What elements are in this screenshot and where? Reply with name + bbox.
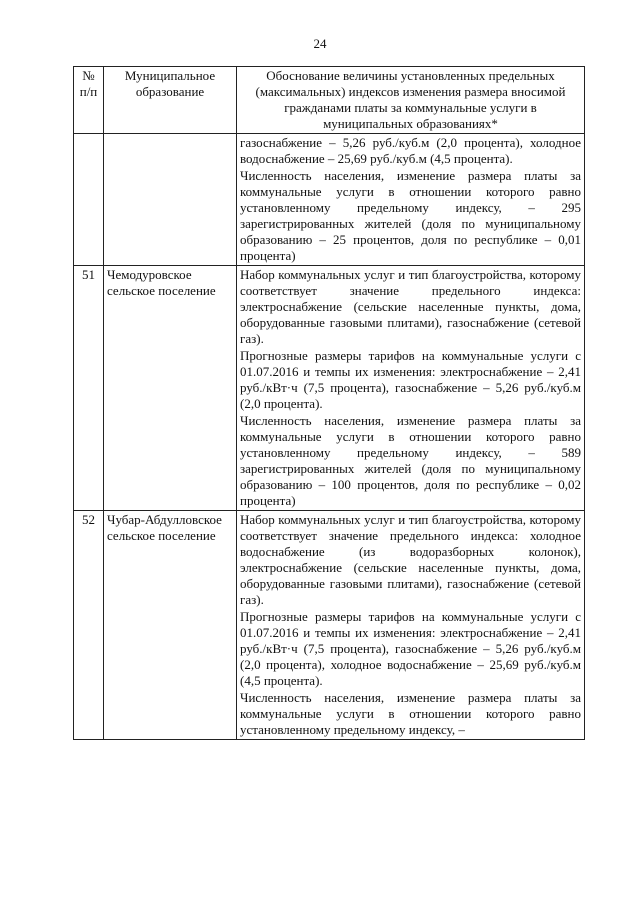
header-municipality: Муниципальное образование (104, 67, 237, 134)
row-justification (237, 134, 585, 266)
row-num: 52 (74, 511, 104, 740)
row-municipality (104, 134, 237, 266)
justification-paragraph: Численность населения, изменение размера платы за коммунальные услуги в отношении которого равно установленному предельному индексу, – 589 зарегистрированных жителей (доля по муниципальному образованию – 100 процентов, доля по республике – 0,02 процента) (240, 413, 581, 508)
justification-paragraph: газоснабжение – 5,26 руб./куб.м (2,0 процента), холодное водоснабжение – 25,69 руб./куб.м (4,5 процента). (240, 135, 581, 166)
justification-paragraph: Прогнозные размеры тарифов на коммунальные услуги с 01.07.2016 и темпы их изменения: электроснабжение – 2,41 руб./кВт·ч (7,5 процента), газоснабжение – 5,26 руб./куб.м (2,0 процента), холодное водоснабжение – 25,69 руб./куб.м (4,5 процента). (240, 609, 581, 688)
tariff-justification-table (73, 66, 585, 740)
table-header-row (74, 67, 585, 134)
header-num: № п/п (74, 67, 104, 134)
justification-paragraph: Набор коммунальных услуг и тип благоустройства, которому соответствует значение предельного индекса: электроснабжение (сельские населенные пункты, дома, оборудованные газовыми плитами), газоснабжение (сетевой газ). (240, 267, 581, 346)
table-row (74, 511, 585, 740)
page-number: 24 (313, 36, 327, 51)
row-num: 51 (74, 266, 104, 511)
row-justification (237, 266, 585, 511)
header-justification: Обоснование величины установленных предельных (максимальных) индексов изменения размера вносимой гражданами платы за коммунальные услуги в муниципальных образованиях* (237, 67, 585, 134)
justification-paragraph: Набор коммунальных услуг и тип благоустройства, которому соответствует значение предельного индекса: холодное водоснабжение (из водоразборных колонок), электроснабжение (сельские населенные пункты, дома, оборудованные газовыми плитами), газоснабжение (сетевой газ). (240, 512, 581, 607)
row-num (74, 134, 104, 266)
table-row (74, 266, 585, 511)
row-justification (237, 511, 585, 740)
justification-paragraph: Численность населения, изменение размера платы за коммунальные услуги в отношении которого равно установленному предельному индексу, – 295 зарегистрированных жителей (доля по муниципальному образованию – 25 процентов, доля по республике – 0,01 процента) (240, 168, 581, 263)
justification-paragraph: Прогнозные размеры тарифов на коммунальные услуги с 01.07.2016 и темпы их изменения: электроснабжение – 2,41 руб./кВт·ч (7,5 процента), газоснабжение – 5,26 руб./куб.м (2,0 процента). (240, 348, 581, 411)
row-municipality: Чубар-Абдулловское сельское поселение (104, 511, 237, 740)
table-row (74, 134, 585, 266)
row-municipality: Чемодуровское сельское поселение (104, 266, 237, 511)
justification-paragraph: Численность населения, изменение размера платы за коммунальные услуги в отношении которого равно установленному предельному индексу, – (240, 690, 581, 737)
